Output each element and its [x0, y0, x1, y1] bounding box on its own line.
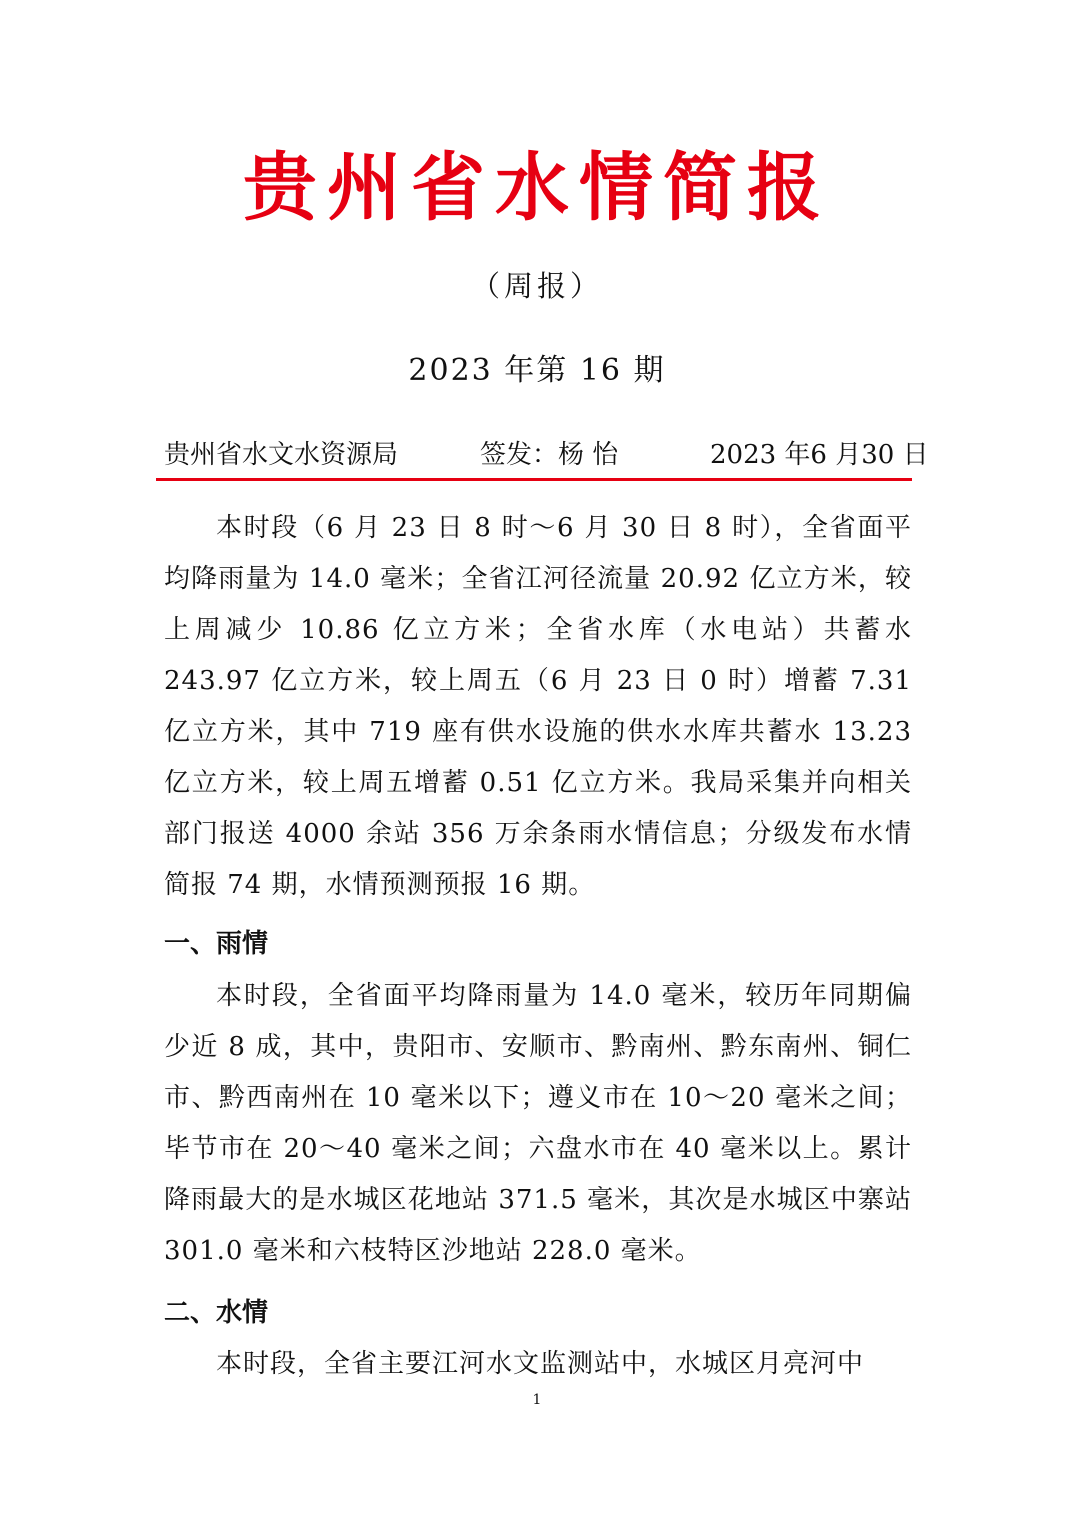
signer: 签发：杨 怡 — [480, 440, 619, 470]
section-heading-water: 二、水情 — [164, 1298, 269, 1328]
document-subtitle: （周报） — [470, 269, 603, 303]
header-divider — [156, 478, 912, 481]
document-title: 贵州省水情简报 — [243, 145, 831, 231]
page-number: 1 — [532, 1392, 542, 1408]
issue-date: 2023 年6 月30 日 — [710, 440, 929, 470]
issue-number: 2023 年第 16 期 — [408, 353, 666, 388]
rainfall-paragraph: 本时段，全省面平均降雨量为 14.0 毫米，较历年同期偏少近 8 成，其中，贵阳市、安顺市、黔南州、黔东南州、铜仁市、黔西南州在 10 毫米以下；遵义市在 10～20 毫米之间；毕节市在 20～40 毫米之间；六盘水市在 40 毫米以上。累计降雨最大的是水城区花地站 371.5 毫米，其次是水城区中寨站 301.0 毫米和六枝特区沙地站 228.0 毫米。 — [164, 981, 912, 1266]
issuing-organization: 贵州省水文水资源局 — [164, 440, 399, 470]
water-paragraph: 本时段，全省主要江河水文监测站中，水城区月亮河中 — [216, 1349, 865, 1379]
section-heading-rainfall: 一、雨情 — [164, 929, 269, 959]
summary-paragraph: 本时段（6 月 23 日 8 时～6 月 30 日 8 时），全省面平均降雨量为 14.0 毫米；全省江河径流量 20.92 亿立方米，较上周减少 10.86 亿立方米；全省水库（水电站）共蓄水 243.97 亿立方米，较上周五（6 月 23 日 0 时）增蓄 7.31 亿立方米，其中 719 座有供水设施的供水水库共蓄水 13.23 亿立方米，较上周五增蓄 0.51 亿立方米。我局采集并向相关部门报送 4000 余站 356 万余条雨水情信息；分级发布水情简报 74 期，水情预测预报 16 期。 — [164, 513, 912, 900]
